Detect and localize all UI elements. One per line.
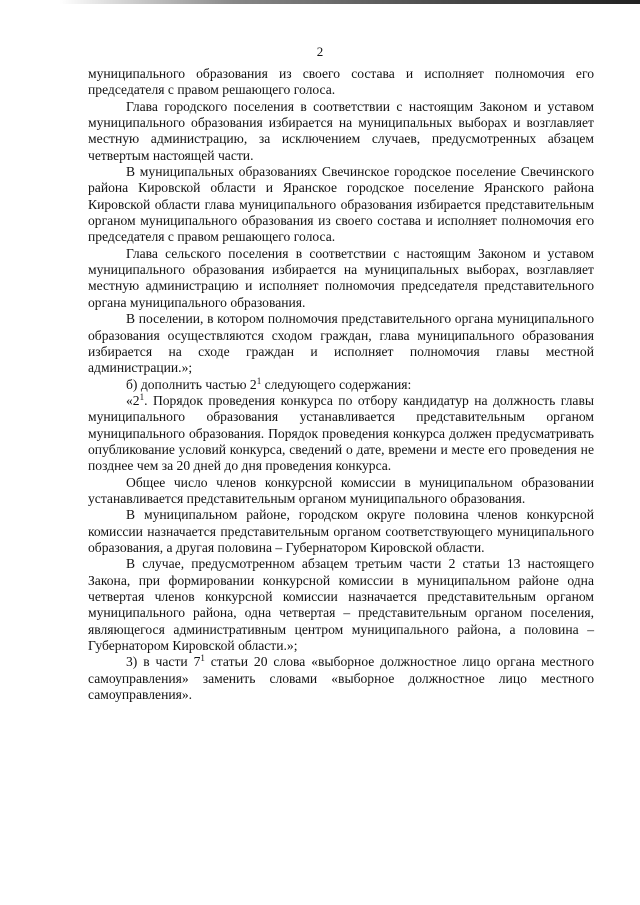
paragraph: Глава сельского поселения в соответствии с настоящим Законом и уставом муниципального образования избирается на муниципальных выборах, возглавляет местную администрацию и исполняет полномочия председателя представительного органа муниципального образования.: [88, 245, 594, 310]
document-body: [88, 66, 594, 703]
superscript-index: 1: [139, 391, 145, 402]
superscript-index: 1: [200, 653, 205, 664]
paragraph: [88, 654, 594, 703]
paragraph-text: «2: [126, 392, 140, 408]
paragraph: муниципального образования из своего состава и исполняет полномочия его председателя с правом решающего голоса.: [88, 66, 594, 98]
paragraph-text: статьи 20 слова «выборное должностное лицо органа местного самоуправления» заменить словами «выборное должностное лицо местного самоуправления».: [88, 654, 594, 703]
paragraph: [88, 393, 594, 475]
paragraph: [88, 377, 594, 393]
paragraph-text: 3) в части 7: [126, 654, 201, 670]
paragraph: Общее число членов конкурсной комиссии в муниципальном образовании устанавливается представительным органом муниципального образования.: [88, 474, 594, 506]
paragraph: В случае, предусмотренном абзацем третьим части 2 статьи 13 настоящего Закона, при формировании конкурсной комиссии в муниципальном районе одна четвертая членов конкурсной комиссии назначается представительным органом муниципального района, одна четвертая – представительным органом поселения, являющегося административным центром муниципального района, а половина – Губернатором Кировской области.»;: [88, 556, 594, 654]
paragraph-text: . Порядок проведения конкурса по отбору кандидатур на должность главы муниципального образования устанавливается представительным органом муниципального образования. Порядок проведения конкурса должен предусматривать опубликование условий конкурса, сведений о дате, времени и месте его проведения не позднее чем за 20 дней до дня проведения конкурса.: [88, 392, 594, 474]
paragraph: Глава городского поселения в соответствии с настоящим Законом и уставом муниципального образования избирается на муниципальных выборах и возглавляет местную администрацию, за исключением случаев, предусмотренных абзацем четвертым настоящей части.: [88, 98, 594, 163]
scan-edge-line: [60, 0, 640, 4]
page-number: 2: [316, 44, 324, 59]
paragraph: В поселении, в котором полномочия представительного органа муниципального образования осуществляются сходом граждан, глава муниципального образования избирается на сходе граждан и исполняет полномочия главы местной администрации.»;: [88, 311, 594, 376]
superscript-index: 1: [256, 375, 262, 386]
paragraph-text: следующего содержания:: [261, 376, 412, 392]
paragraph: В муниципальном районе, городском округе половина членов конкурсной комиссии назначается представительным органом соответствующего муниципального образования, а другая половина – Губернатором Кировской области.: [88, 507, 594, 555]
paragraph-text: б) дополнить частью 2: [126, 376, 257, 392]
paragraph: В муниципальных образованиях Свечинское городское поселение Свечинского района Кировской области и Яранское городское поселение Яранского района Кировской области глава муниципального образования избирается представительным органом муниципального образования из своего состава и исполняет полномочия его председателя с правом решающего голоса.: [88, 164, 594, 245]
